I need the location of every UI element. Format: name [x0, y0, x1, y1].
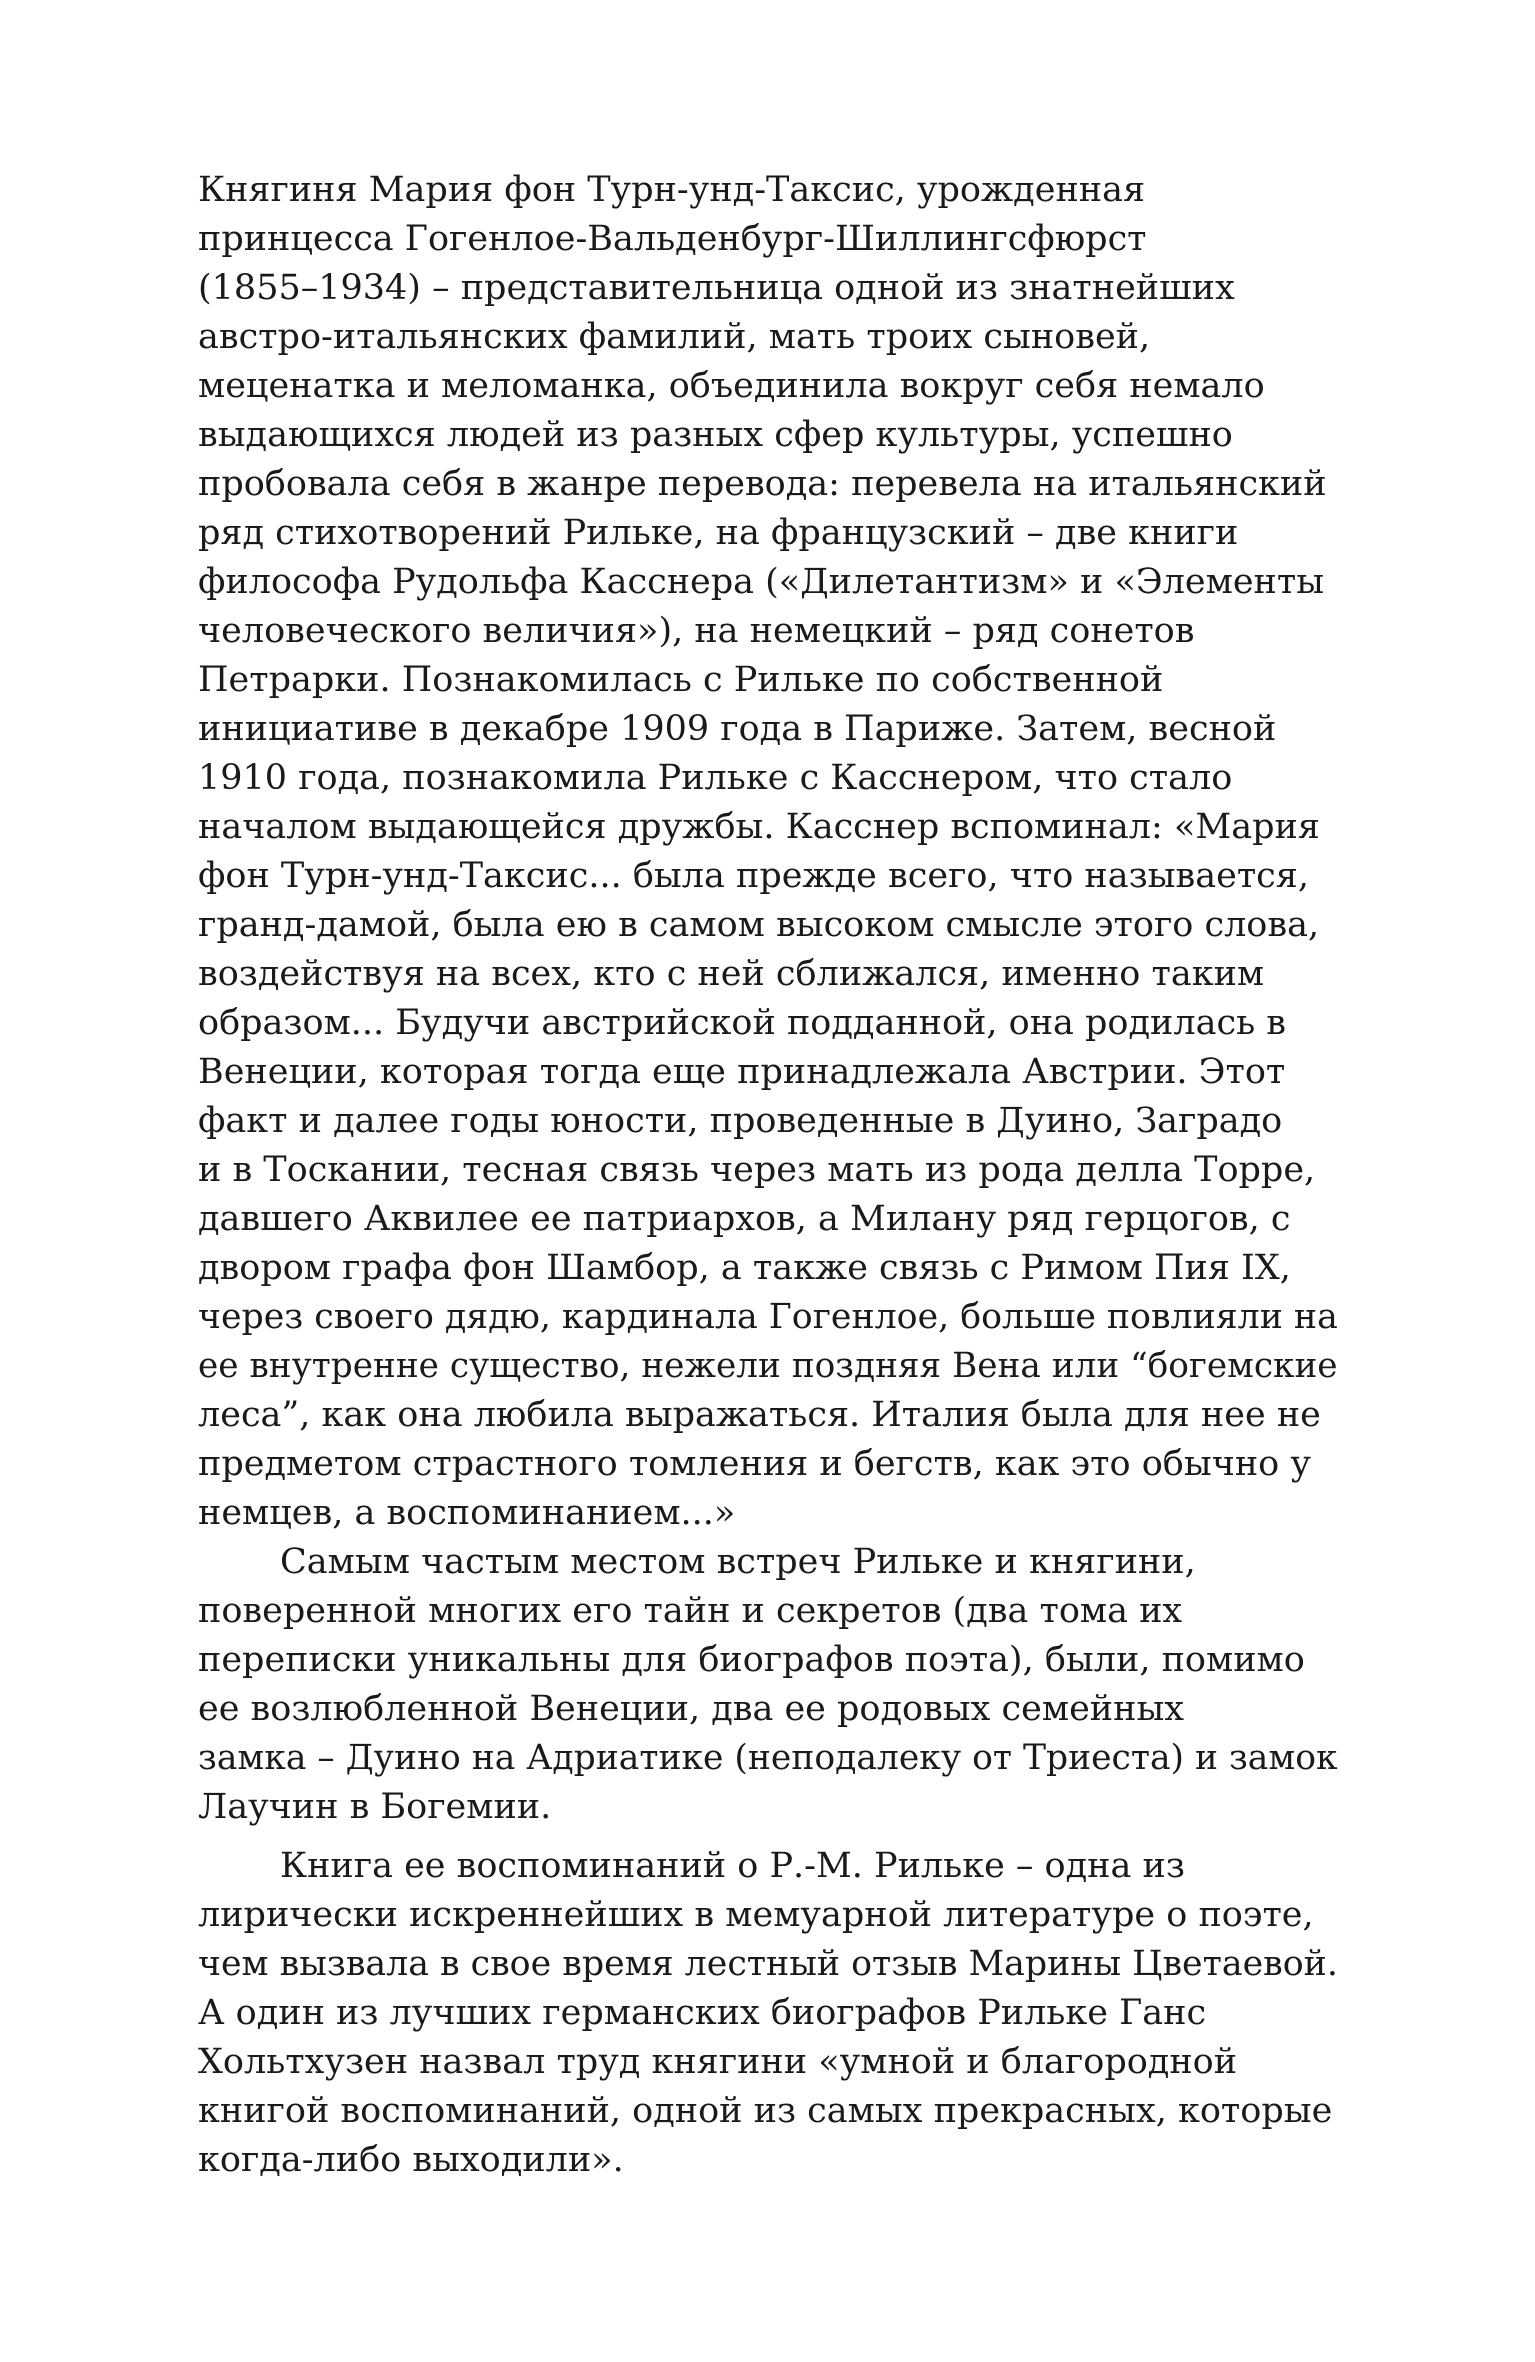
text-line: чем вызвала в свое время лестный отзыв Марины Цветаевой. — [198, 1944, 1338, 1984]
text-line: предметом страстного томления и бегств, как это обычно у — [198, 1444, 1311, 1484]
text-line: гранд-дамой, была ею в самом высоком смысле этого слова, — [198, 905, 1320, 945]
text-line: двором графа фон Шамбор, а также связь с Римом Пия IX, — [198, 1248, 1291, 1288]
text-line: Самым частым местом встреч Рильке и княгини, — [280, 1542, 1196, 1582]
text-line: А один из лучших германских биографов Рильке Ганс — [198, 1993, 1207, 2033]
paragraph-1 — [198, 166, 1338, 1538]
text-line: (1855–1934) – представительница одной из знатнейших — [198, 268, 1235, 308]
text-line: Петрарки. Познакомилась с Рильке по собственной — [198, 660, 1164, 700]
text-line: образом... Будучи австрийской подданной, она родилась в — [198, 1003, 1286, 1043]
text-line: принцесса Гогенлое-Вальденбург-Шиллингсфюрст — [198, 219, 1147, 259]
text-line: Книга ее воспоминаний о Р.-М. Рильке – одна из — [280, 1846, 1185, 1886]
text-line: поверенной многих его тайн и секретов (два тома их — [198, 1591, 1183, 1631]
text-line: Хольтхузен назвал труд княгини «умной и благородной — [198, 2042, 1238, 2082]
text-line: человеческого величия»), на немецкий – ряд сонетов — [198, 611, 1195, 651]
text-line: когда-либо выходили». — [198, 2140, 624, 2180]
text-line: переписки уникальны для биографов поэта), были, помимо — [198, 1640, 1305, 1680]
text-line: леса”, как она любила выражаться. Италия была для нее не — [198, 1395, 1321, 1435]
text-line: Лаучин в Богемии. — [198, 1787, 552, 1827]
text-line: через своего дядю, кардинала Гогенлое, больше повлияли на — [198, 1297, 1338, 1337]
text-line: лирически искреннейших в мемуарной литературе о поэте, — [198, 1895, 1314, 1935]
text-line: ее возлюбленной Венеции, два ее родовых семейных — [198, 1689, 1185, 1729]
text-line: Княгиня Мария фон Турн-унд-Таксис, урожденная — [198, 170, 1146, 210]
text-line: инициативе в декабре 1909 года в Париже. Затем, весной — [198, 709, 1277, 749]
text-line: Венеции, которая тогда еще принадлежала Австрии. Этот — [198, 1052, 1286, 1092]
text-line: ее внутренне существо, нежели поздняя Вена или “богемские — [198, 1346, 1338, 1386]
text-line: началом выдающейся дружбы. Касснер вспоминал: «Мария — [198, 807, 1320, 847]
paragraph-2 — [198, 1538, 1338, 1832]
text-line: замка – Дуино на Адриатике (неподалеку от Триеста) и замок — [198, 1738, 1338, 1778]
text-line: 1910 года, познакомила Рильке с Касснером, что стало — [198, 758, 1233, 798]
text-line: давшего Аквилее ее патриархов, а Милану ряд герцогов, с — [198, 1199, 1291, 1239]
text-line: фон Турн-унд-Таксис... была прежде всего, что называется, — [198, 856, 1309, 896]
text-line: пробовала себя в жанре перевода: перевела на итальянский — [198, 464, 1327, 504]
text-line: австро-итальянских фамилий, мать троих сыновей, — [198, 317, 1151, 357]
paragraph-3 — [198, 1842, 1338, 2185]
text-line: и в Тоскании, тесная связь через мать из рода делла Торре, — [198, 1150, 1316, 1190]
text-line: книгой воспоминаний, одной из самых прекрасных, которые — [198, 2091, 1333, 2131]
text-line: выдающихся людей из разных сфер культуры, успешно — [198, 415, 1233, 455]
text-line: ряд стихотворений Рильке, на французский – две книги — [198, 513, 1239, 553]
text-line: меценатка и меломанка, объединила вокруг себя немало — [198, 366, 1265, 406]
text-line: немцев, а воспоминанием...» — [198, 1493, 736, 1533]
text-line: факт и далее годы юности, проведенные в Дуино, Заградо — [198, 1101, 1283, 1141]
text-line: воздействуя на всех, кто с ней сближался, именно таким — [198, 954, 1265, 994]
paragraph-spacer — [198, 1832, 1338, 1842]
text-line: философа Рудольфа Касснера («Дилетантизм» и «Элементы — [198, 562, 1325, 602]
body-text — [198, 166, 1338, 2185]
